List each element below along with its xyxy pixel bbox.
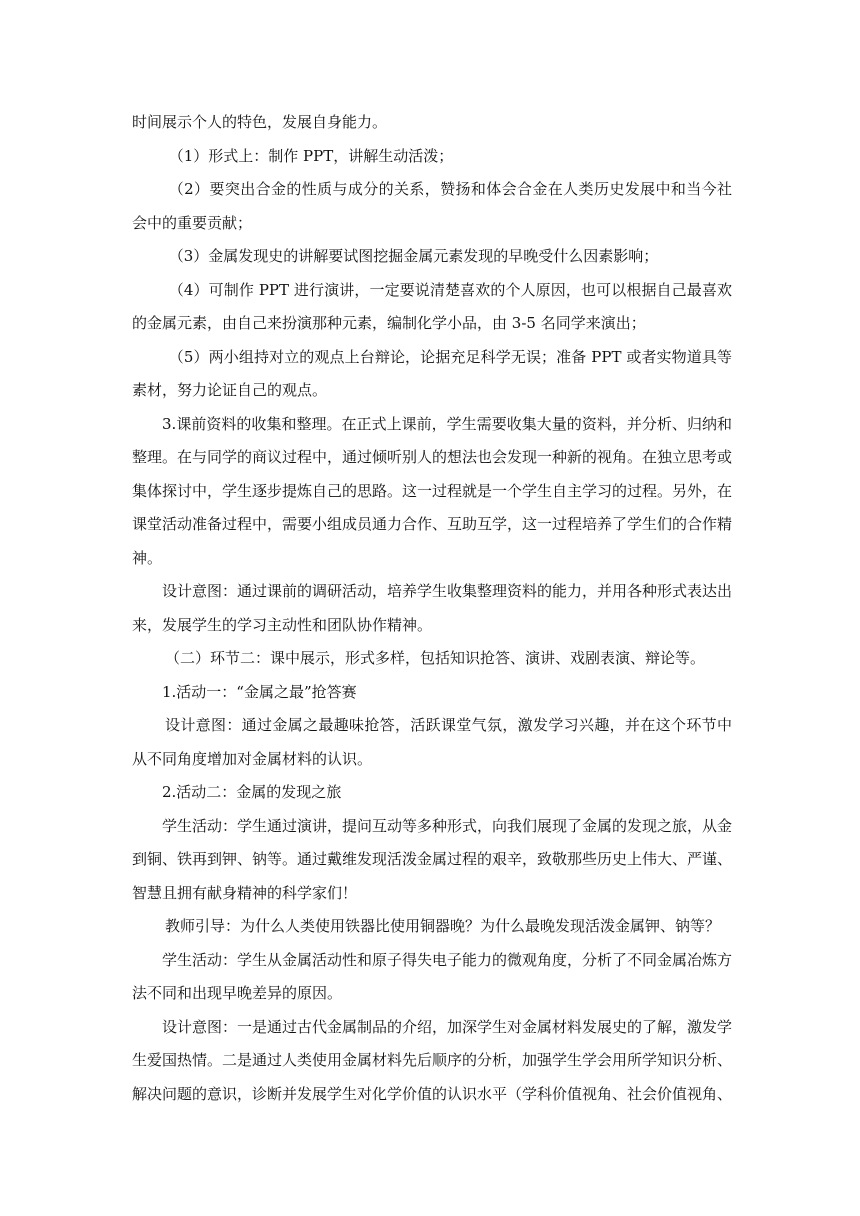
paragraph-10: 1.活动一：“金属之最”抢答赛 [162,682,357,701]
paragraph-11: 设计意图：通过金属之最趣味抢答，活跃课堂气氛，激发学习兴趣，并在这个环节中从不同角度增加对金属材料的认识。 [132,716,732,768]
paragraph-2: （1）形式上：制作 PPT，讲解生动活泼； [168,146,454,165]
paragraph-6: （5）两小组持对立的观点上台辩论，论据充足科学无误；准备 PPT 或者实物道具等素材，努力论证自己的观点。 [132,347,732,399]
document-page [132,106,732,1111]
paragraph-12: 2.活动二：金属的发现之旅 [162,783,342,801]
paragraph-5: （4）可制作 PPT 进行演讲，一定要说清楚喜欢的个人原因，也可以根据自己最喜欢的金属元素，由自己来扮演那种元素，编制化学小品，由 3-5 名同学来演出； [132,280,732,332]
paragraph-1: 时间展示个人的特色，发展自身能力。 [132,113,388,131]
paragraph-14: 教师引导：为什么人类使用铁器比使用铜器晚？为什么最晚发现活泼金属钾、钠等？ [165,917,721,935]
paragraph-15: 学生活动：学生从金属活动性和原子得失电子能力的微观角度，分析了不同金属冶炼方法不同和出现早晚差异的原因。 [132,950,733,1002]
paragraph-9: （二）环节二：课中展示，形式多样，包括知识抢答、演讲、戏剧表演、辩论等。 [165,649,706,667]
paragraph-13: 学生活动：学生通过演讲，提问互动等多种形式，向我们展现了金属的发现之旅，从金到铜、铁再到钾、钠等。通过戴维发现活泼金属过程的艰辛，致敬那些历史上伟大、严谨、智慧且拥有献身精神的科学家们！ [132,816,733,902]
paragraph-3: （2）要突出合金的性质与成分的关系，赞扬和体会合金在人类历史发展中和当今社会中的重要贡献； [132,180,732,232]
paragraph-7: 3.课前资料的收集和整理。在正式上课前，学生需要收集大量的资料，并分析、归纳和整理。在与同学的商议过程中，通过倾听别人的想法也会发现一种新的视角。在独立思考或集体探讨中，学生逐步提炼自己的思路。这一过程就是一个学生自主学习的过程。另外，在课堂活动准备过程中，需要小组成员通力合作、互助互学，这一过程培养了学生们的合作精神。 [132,414,733,567]
paragraph-4: （3）金属发现史的讲解要试图挖掘金属元素发现的早晚受什么因素影响； [168,247,659,265]
paragraph-8: 设计意图：通过课前的调研活动，培养学生收集整理资料的能力，并用各种形式表达出来，发展学生的学习主动性和团队协作精神。 [132,582,733,634]
paragraph-16: 设计意图：一是通过古代金属制品的介绍，加深学生对金属材料发展史的了解，激发学生爱国热情。二是通过人类使用金属材料先后顺序的分析，加强学生学会用所学知识分析、解决问题的意识，诊断并发展学生对化学价值的认识水平（学科价值视角、社会价值视角、 [132,1017,733,1103]
